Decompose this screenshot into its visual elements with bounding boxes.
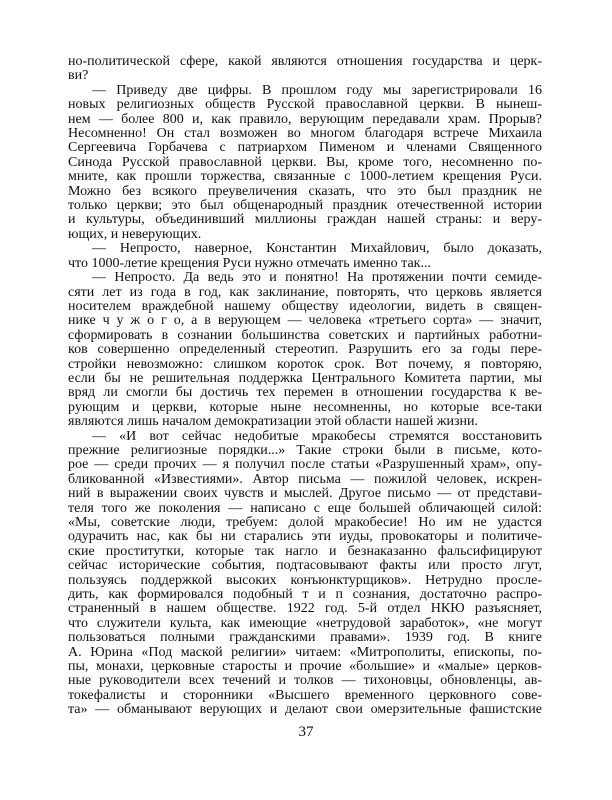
text-line: нике ч у ж о г о, а в верующем — человека «третьего сорта» — значит, — [68, 313, 542, 329]
paragraph-start-line: — «И вот сейчас недобитые мракобесы стремятся восстановить — [92, 428, 542, 444]
text-line: Несомненно! Он стал возможен во многом благодаря встрече Михаила — [68, 126, 542, 142]
text-line: носителем враждебной нашему обществу идеологии, видеть в священ- — [68, 298, 542, 314]
text-line: одурачить нас, как бы ни старались эти иуды, провокаторы и политиче- — [68, 529, 542, 545]
text-line: что 1000-летие крещения Руси нужно отмечать именно так... — [68, 255, 431, 271]
text-line: А. Юрина «Под маской религии» читаем: «Митрополиты, епископы, по- — [68, 644, 542, 660]
text-line: вряд ли смогли бы достичь тех перемен в отношении государства к ве- — [68, 385, 542, 401]
text-line: та» — обманывают верующих и делают свои омерзительные фашистские — [68, 702, 542, 718]
text-line: ков совершенно определенный стереотип. Разрушить его за годы пере- — [68, 342, 542, 358]
text-line: прежние религиозные порядки...» Такие строки были в письме, кото- — [68, 442, 542, 458]
text-line: рое — среди прочих — я получил после статьи «Разрушенный храм», опу- — [68, 457, 542, 473]
text-line: стройки невозможно: слишком короток срок. Вот почему, я повторяю, — [68, 356, 542, 372]
text-line: ний в выражении своих чувств и мыслей. Другое письмо — от представи- — [68, 486, 542, 502]
text-line: и культуры, объединивший миллионы граждан нашей страны: и веру- — [68, 212, 542, 228]
text-line: ные руководители всех течений и толков — тихоновцы, обновленцы, ав- — [68, 673, 542, 689]
paragraph-start-line: — Непросто. Да ведь это и понятно! На протяжении почти семиде- — [92, 270, 542, 286]
text-line: ские проститутки, которые так нагло и безнаказанно фальсифицируют — [68, 543, 542, 559]
text-line: ющих, и неверующих. — [68, 226, 202, 242]
text-line: пользуясь поддержкой высоких конъюнктурщиков». Нетрудно просле- — [68, 572, 542, 588]
text-line: бликованной «Известиями». Автор письма — пожилой человек, искрен- — [68, 471, 542, 487]
text-line: мните, как прошли торжества, связанные с 1000-летием крещения Руси. — [68, 169, 542, 185]
text-line: Можно без всякого преувеличения сказать, что это был праздник не — [68, 183, 542, 199]
text-line: Сергеевича Горбачева с патриархом Пименом и членами Священного — [68, 140, 542, 156]
text-line: дить, как формировался подобный т и п сознания, достаточно распро- — [68, 587, 542, 603]
text-line: новых религиозных обществ Русской православной церкви. В нынеш- — [68, 97, 542, 113]
text-line: «Мы, советские люди, требуем: долой мракобесие! Но им не удастся — [68, 515, 542, 530]
text-line: ви? — [68, 68, 89, 84]
text-line: рующим и церкви, которые ныне несомненны, но которые все-таки — [68, 399, 542, 415]
text-line: что служители культа, как имеющие «нетрудовой заработок», «не могут — [68, 615, 542, 631]
text-line: токефалисты и сторонники «Высшего временного церковного сове- — [68, 687, 542, 703]
text-line: теля того же поколения — написано с еще большей обличающей силой: — [68, 500, 542, 516]
paragraph-start-line: — Приведу две цифры. В прошлом году мы зарегистрировали 16 — [92, 82, 542, 98]
text-line: Синода Русской православной церкви. Вы, кроме того, несомненно по- — [68, 154, 542, 170]
text-line: страненный в нашем обществе. 1922 год. 5-й отдел НКЮ разъясняет, — [68, 601, 542, 617]
text-line: нем — более 800 и, как правило, верующим передавали храм. Прорыв? — [68, 111, 542, 127]
text-line: только церкви; это был общенародный праздник отечественной истории — [68, 198, 542, 214]
body-text — [68, 55, 542, 718]
text-line: сформировать в сознании большинства советских и партийных работни- — [68, 327, 542, 343]
text-line: являются лишь началом демократизации этой области нашей жизни. — [68, 414, 479, 430]
page-number: 37 — [298, 724, 314, 740]
text-line: но-политической сфере, какой являются отношения государства и церк- — [68, 54, 542, 69]
text-line: сяти лет из года в год, как заклинание, повторять, что церковь является — [68, 284, 542, 300]
text-line: сейчас исторические события, подтасовывают факты или просто лгут, — [68, 558, 542, 574]
text-line: пользоваться полными гражданскими правами». 1939 год. В книге — [68, 630, 542, 646]
paragraph-start-line: — Непросто, наверное, Константин Михайлович, было доказать, — [92, 241, 542, 257]
text-line: пы, монахи, церковные старосты и прочие «большие» и «малые» церков- — [68, 659, 542, 675]
text-line: если бы не решительная поддержка Центрального Комитета партии, мы — [68, 370, 542, 386]
